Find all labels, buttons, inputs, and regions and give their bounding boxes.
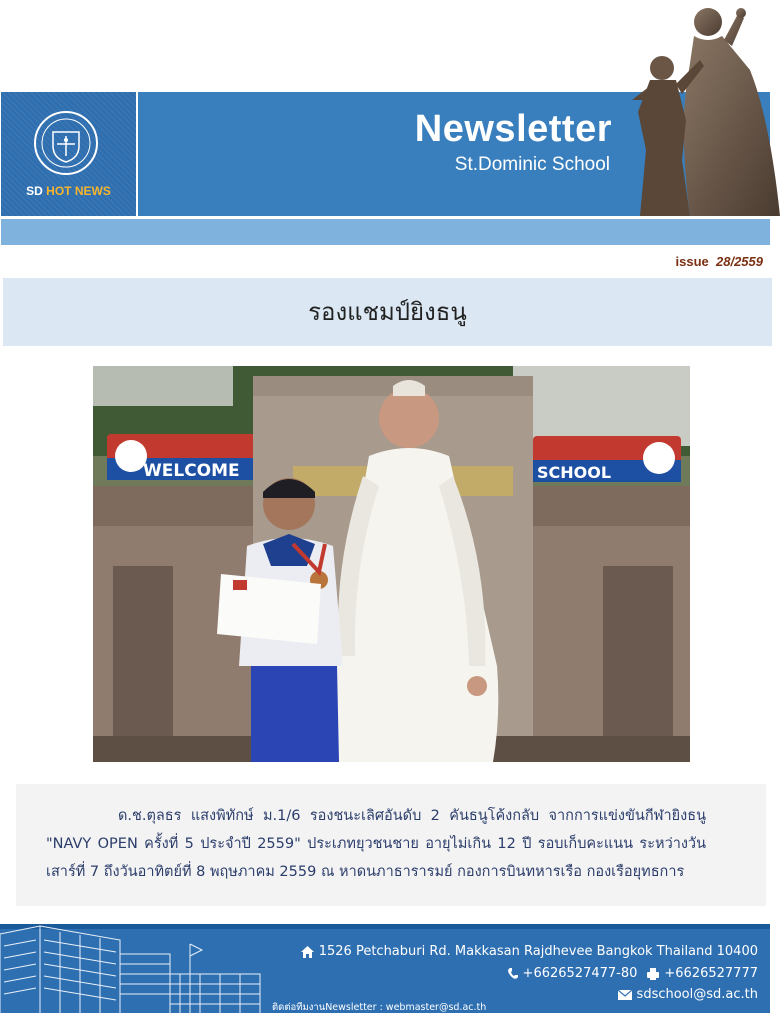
footer-phones [508, 966, 758, 981]
banner-welcome: WELCOME [143, 461, 240, 481]
issue-label [600, 254, 763, 269]
issue-word: issue [675, 254, 709, 269]
newsletter-title: Newsletter [414, 108, 612, 150]
article-body: ด.ช.ตุลธร แสงพิทักษ์ ม.1/6 รองชนะเลิศอันดับ 2 คันธนูโค้งกลับ จากการแข่งขันกีฬายิงธนู "NAVY OPEN ครั้งที่ 5 ประจำปี 2559" ประเภทยุวชนชาย อายุไม่เกิน 12 ปี รอบเก็บคะแนน ระหว่างวันเสาร์ที่ 7 ถึงวันอาทิตย์ที่ 8 พฤษภาคม 2559 ณ หาดนภาธารารมย์ กองการบินทหารเรือ กองเรือยุทธการ [46, 808, 706, 880]
address-text: 1526 Petchaburi Rd. Makkasan Rajdhevee Bangkok Thailand 10400 [318, 944, 758, 959]
footer-email [618, 987, 758, 1002]
issue-number: 28/2559 [716, 254, 763, 269]
footer [0, 924, 770, 1013]
banner-school: SCHOOL [537, 463, 612, 482]
webmaster-contact[interactable]: ติดต่อทีมงานNewsletter : webmaster@sd.ac.th [272, 1002, 487, 1013]
hot-news-highlight: HOT NEWS [46, 184, 111, 198]
footer-address [301, 944, 758, 959]
phone-text: +6626527477-80 [522, 966, 638, 981]
phone-icon [508, 968, 518, 980]
school-name: St.Dominic School [454, 154, 610, 175]
hot-news-prefix: SD [26, 184, 43, 198]
article-headline: รองแชมป์ยิงธนู [308, 298, 467, 326]
statue-icon [620, 0, 784, 216]
article-photo [93, 366, 690, 762]
header-divider [136, 92, 138, 216]
school-seal-icon [33, 110, 99, 176]
fax-text: +6626527777 [664, 966, 758, 981]
header-subbar [1, 219, 770, 245]
home-icon [301, 946, 314, 958]
hot-news-label [1, 184, 136, 198]
email-link[interactable]: sdschool@sd.ac.th [636, 987, 758, 1002]
school-buildings-icon [0, 924, 300, 1013]
fax-icon [647, 968, 659, 980]
envelope-icon [618, 990, 632, 1000]
